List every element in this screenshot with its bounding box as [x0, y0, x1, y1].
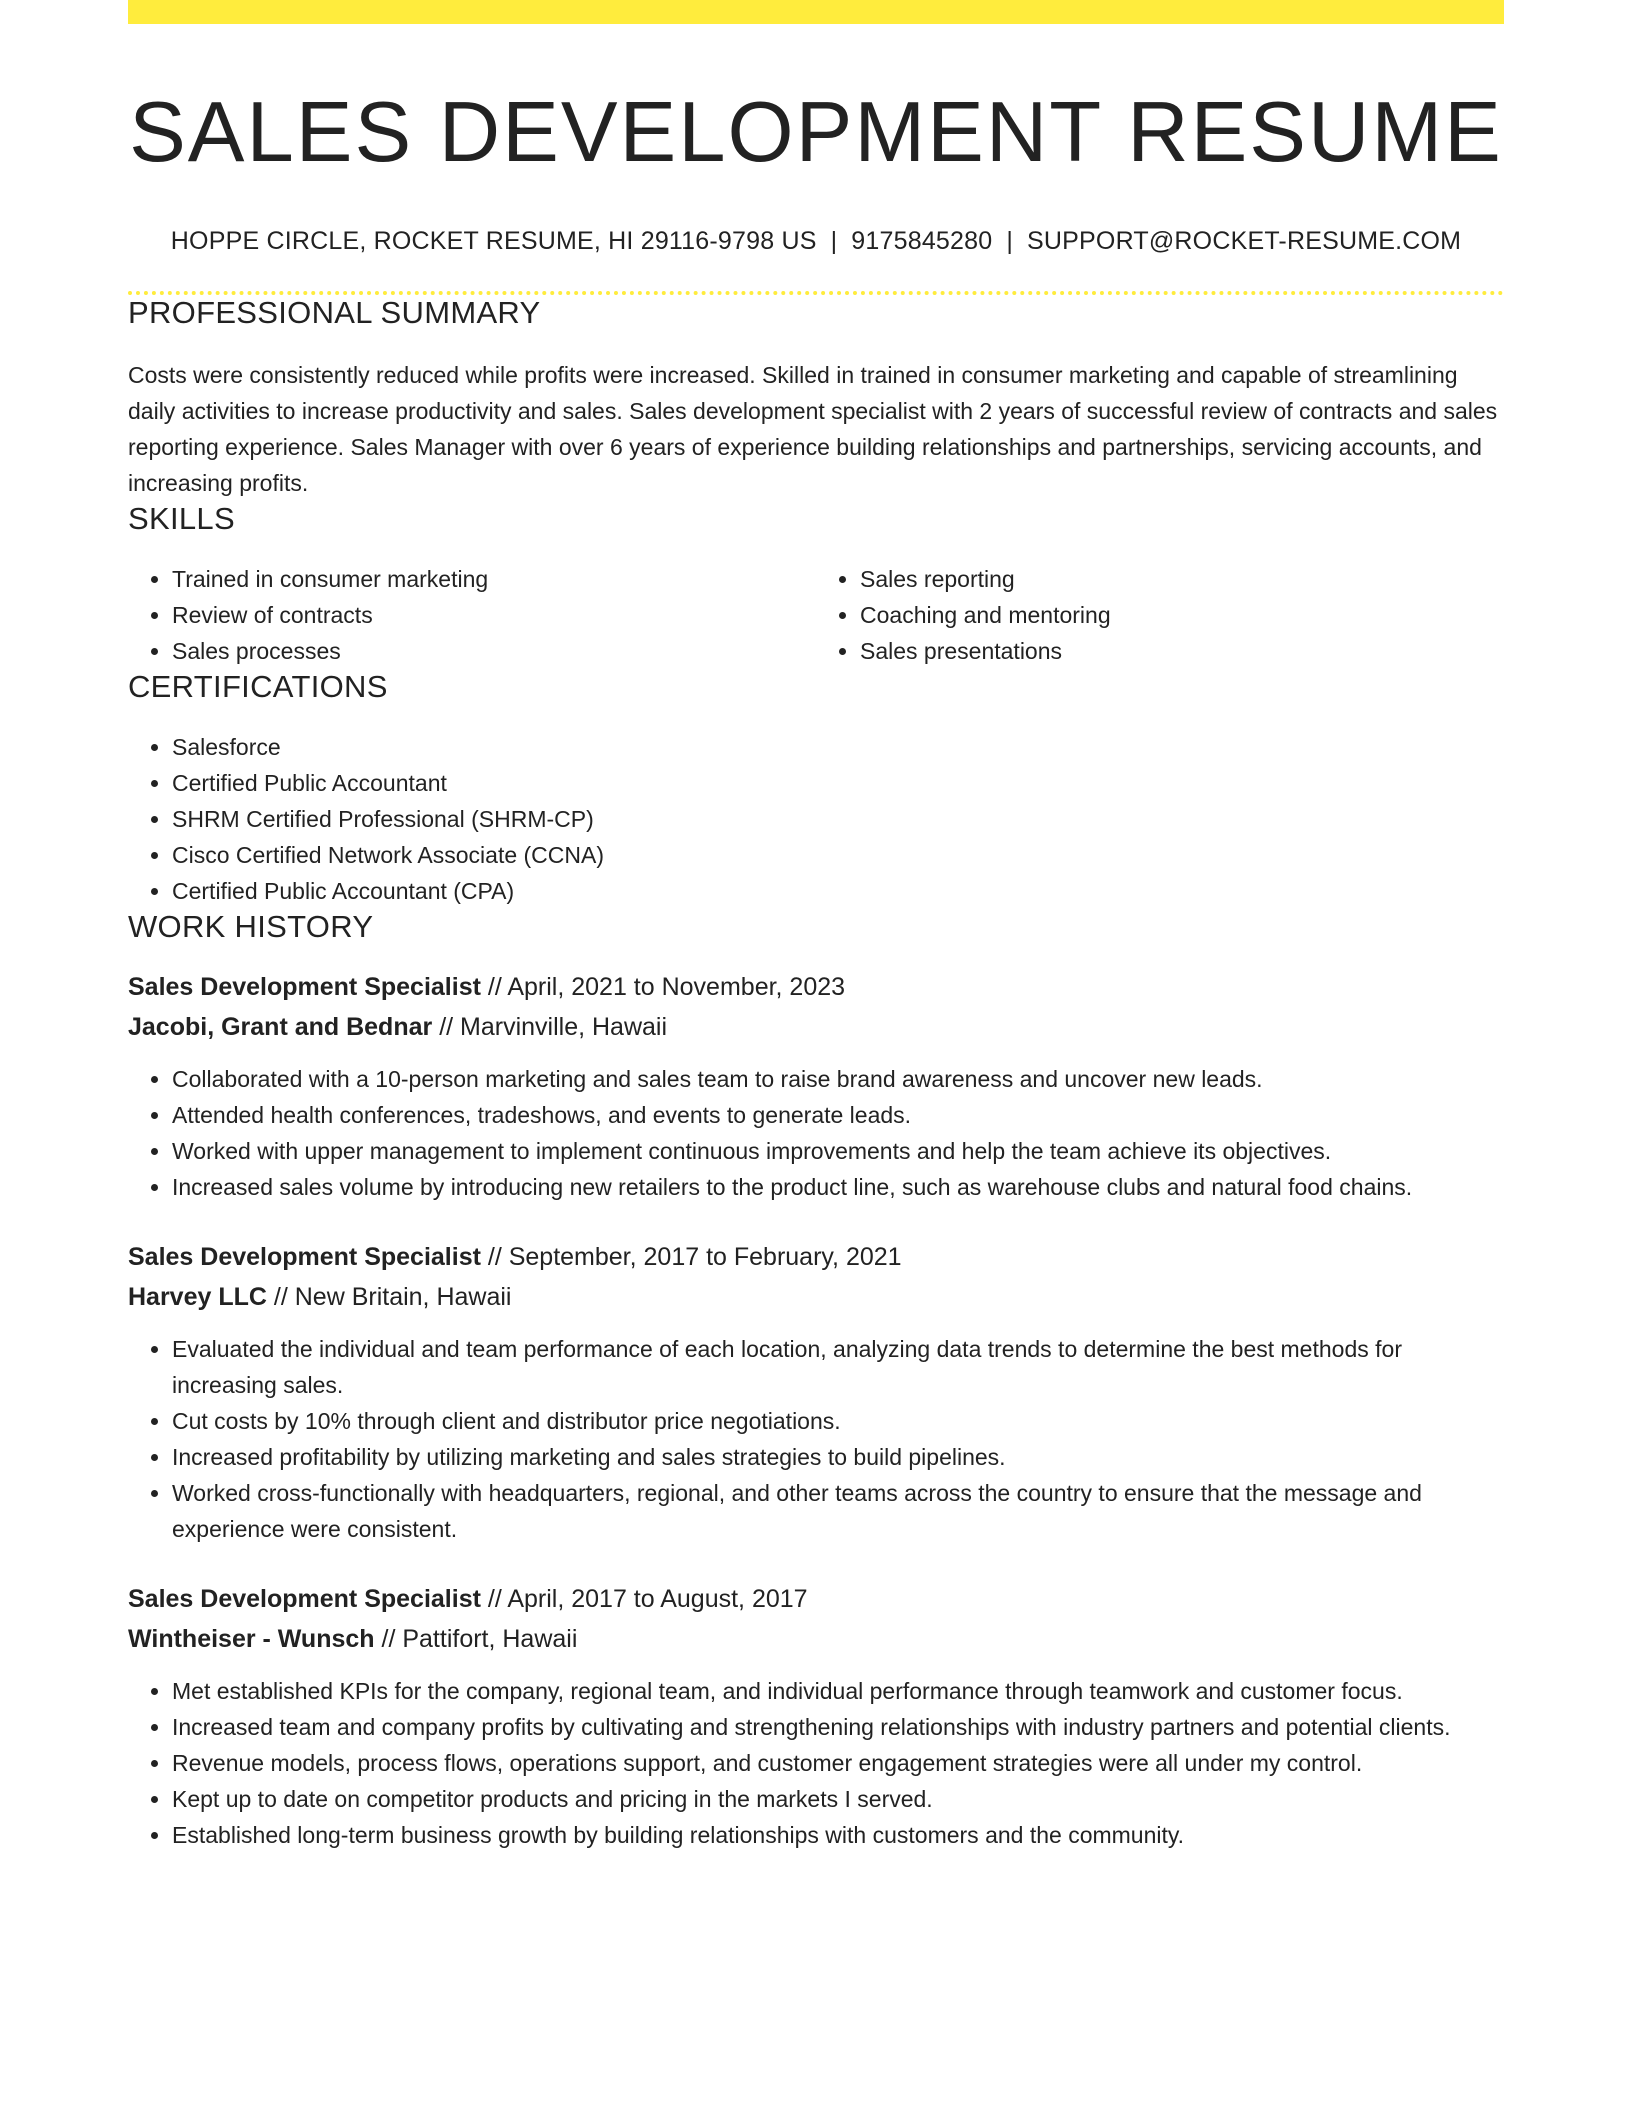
certification-item: • Cisco Certified Network Associate (CCNA) [172, 837, 1504, 873]
certification-item: • Salesforce [172, 729, 1504, 765]
job-bullet: • Revenue models, process flows, operations support, and customer engagement strategies were all under my control. [172, 1745, 1504, 1781]
job-bullets [128, 1331, 1504, 1547]
job-company-line [128, 1277, 1504, 1317]
certification-item: • SHRM Certified Professional (SHRM-CP) [172, 801, 1504, 837]
certification-item: • Certified Public Accountant [172, 765, 1504, 801]
job-entry [128, 1579, 1504, 1853]
job-bullet: • Evaluated the individual and team performance of each location, analyzing data trends to determine the best methods for increasing sales. [172, 1331, 1504, 1403]
job-location: // Marvinville, Hawaii [432, 1013, 668, 1041]
job-title-line [128, 967, 1504, 1007]
job-company: Wintheiser - Wunsch [128, 1625, 375, 1653]
contact-line [128, 227, 1504, 256]
certification-item: • Certified Public Accountant (CPA) [172, 873, 1504, 909]
skill-item: • Coaching and mentoring [860, 597, 1504, 633]
job-bullet: • Attended health conferences, tradeshows, and events to generate leads. [172, 1097, 1504, 1133]
job-title-line [128, 1579, 1504, 1619]
contact-address: HOPPE CIRCLE, ROCKET RESUME, HI 29116-9798 US [170, 227, 817, 255]
job-bullet: • Increased sales volume by introducing new retailers to the product line, such as warehouse clubs and natural food chains. [172, 1169, 1504, 1205]
job-location: // Pattifort, Hawaii [374, 1625, 578, 1653]
skill-item: • Sales reporting [860, 561, 1504, 597]
job-bullet: • Cut costs by 10% through client and distributor price negotiations. [172, 1403, 1504, 1439]
job-company-line [128, 1007, 1504, 1047]
job-bullet: • Collaborated with a 10-person marketing and sales team to raise brand awareness and uncover new leads. [172, 1061, 1504, 1097]
job-dates: // April, 2021 to November, 2023 [480, 973, 846, 1001]
skills-heading: SKILLS [128, 501, 235, 536]
job-title: Sales Development Specialist [128, 973, 481, 1001]
work-history-heading: WORK HISTORY [128, 909, 374, 944]
skills-list-left [128, 561, 816, 669]
certifications-list [128, 729, 1504, 909]
job-entry [128, 1237, 1504, 1547]
job-entry [128, 967, 1504, 1205]
job-bullet: • Increased team and company profits by cultivating and strengthening relationships with industry partners and potential clients. [172, 1709, 1504, 1745]
skill-item: • Review of contracts [172, 597, 816, 633]
job-title: Sales Development Specialist [128, 1243, 481, 1271]
job-bullet: • Increased profitability by utilizing marketing and sales strategies to build pipelines. [172, 1439, 1504, 1475]
job-bullet: • Established long-term business growth by building relationships with customers and the community. [172, 1817, 1504, 1853]
job-bullet: • Worked with upper management to implement continuous improvements and help the team achieve its objectives. [172, 1133, 1504, 1169]
job-company-line [128, 1619, 1504, 1659]
contact-separator: | [1006, 227, 1014, 255]
job-bullet: • Met established KPIs for the company, regional team, and individual performance through teamwork and customer focus. [172, 1673, 1504, 1709]
job-location: // New Britain, Hawaii [266, 1283, 512, 1311]
job-dates: // April, 2017 to August, 2017 [480, 1585, 808, 1613]
summary-text: Costs were consistently reduced while profits were increased. Skilled in trained in consumer marketing and capable of streamlining daily activities to increase productivity and sales. Sales development specialist with 2 years of successful review of contracts and sales reporting experience. Sales Manager with over 6 years of experience building relationships and partnerships, servicing accounts, and increasing profits. [128, 362, 1498, 496]
resume-title: SALES DEVELOPMENT RESUME [129, 85, 1503, 180]
job-dates: // September, 2017 to February, 2021 [480, 1243, 902, 1271]
job-company: Harvey LLC [128, 1283, 267, 1311]
summary-heading: PROFESSIONAL SUMMARY [128, 295, 541, 330]
job-bullet: • Worked cross-functionally with headquarters, regional, and other teams across the country to ensure that the message and experience were consistent. [172, 1475, 1504, 1547]
certifications-heading: CERTIFICATIONS [128, 669, 388, 704]
job-company: Jacobi, Grant and Bednar [128, 1013, 433, 1041]
contact-separator: | [830, 227, 838, 255]
job-bullets [128, 1673, 1504, 1853]
contact-phone: 9175845280 [851, 227, 993, 255]
skill-item: • Trained in consumer marketing [172, 561, 816, 597]
skills-grid [128, 561, 1504, 669]
skill-item: • Sales processes [172, 633, 816, 669]
skills-list-right [816, 561, 1504, 669]
contact-email: SUPPORT@ROCKET-RESUME.COM [1027, 227, 1462, 255]
job-bullet: • Kept up to date on competitor products and pricing in the markets I served. [172, 1781, 1504, 1817]
resume-page [128, 0, 1504, 1853]
job-title-line [128, 1237, 1504, 1277]
job-title: Sales Development Specialist [128, 1585, 481, 1613]
accent-top-bar [128, 0, 1504, 24]
job-bullets [128, 1061, 1504, 1205]
skill-item: • Sales presentations [860, 633, 1504, 669]
